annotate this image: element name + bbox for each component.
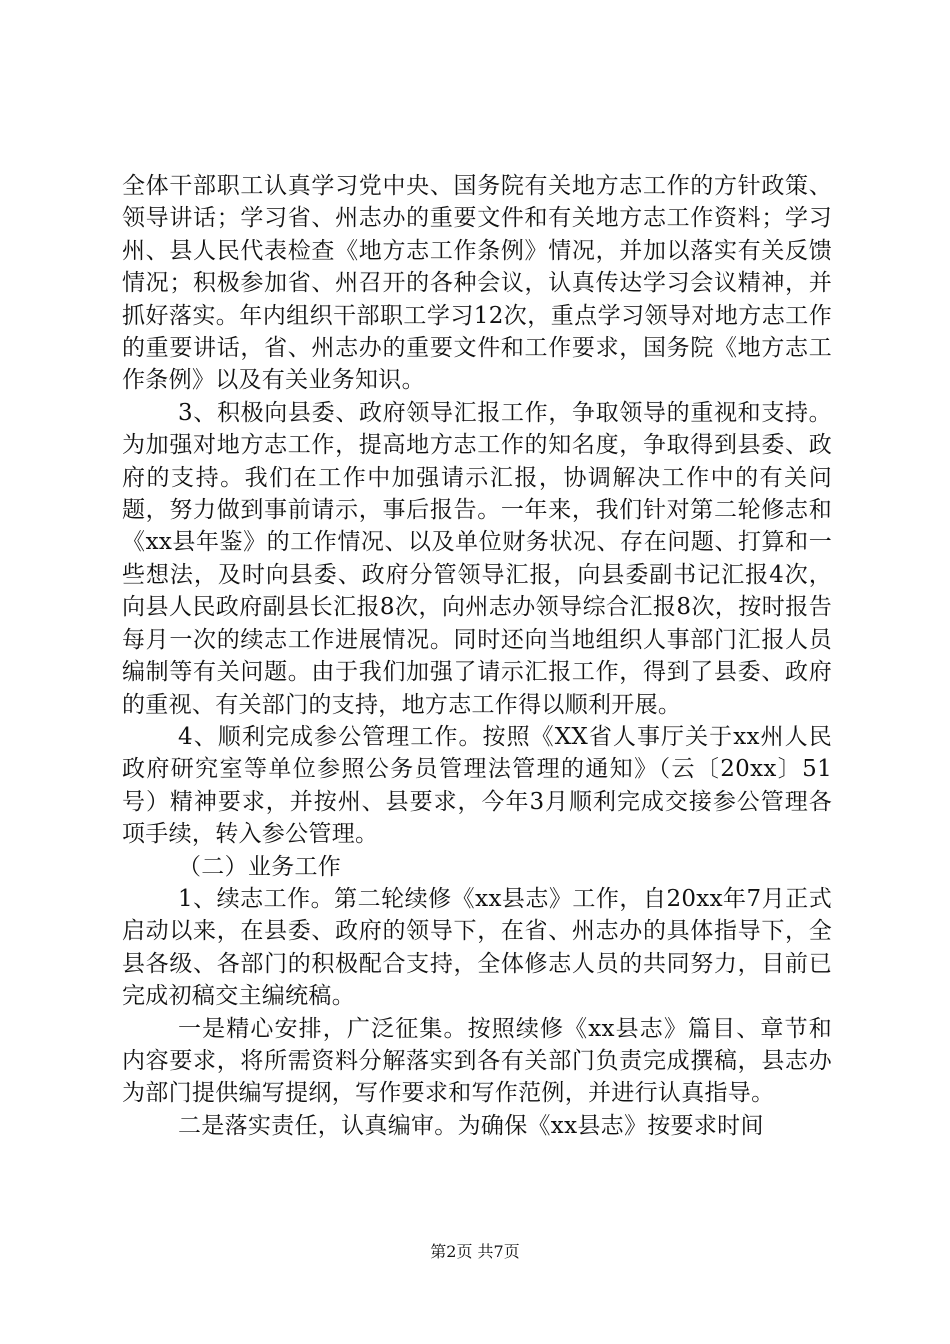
paragraph-careful-arrangement: 一是精心安排，广泛征集。按照续修《xx县志》篇目、章节和内容要求，将所需资料分解落实到各有关部门负责完成撰稿，县志办为部门提供编写提纲，写作要求和写作范例，并进行认真指导。 <box>122 1015 832 1107</box>
paragraph-implement-responsibility: 二是落实责任，认真编审。为确保《xx县志》按要求时间 <box>178 1112 764 1139</box>
paragraph-report-to-leaders: 3、积极向县委、政府领导汇报工作，争取领导的重视和支持。为加强对地方志工作，提高地方志工作的知名度，争取得到县委、政府的支持。我们在工作中加强请示汇报，协调解决工作中的有关问题，努力做到事前请示，事后报告。一年来，我们针对第二轮修志和《xx县年鉴》的工作情况、以及单位财务状况、存在问题、打算和一些想法，及时向县委、政府分管领导汇报，向县委副书记汇报4次，向县人民政府副县长汇报8次，向州志办领导综合汇报8次，按时报告每月一次的续志工作进展情况。同时还向当地组织人事部门汇报人员编制等有关问题。由于我们加强了请示汇报工作，得到了县委、政府的重视、有关部门的支持，地方志工作得以顺利开展。 <box>122 399 832 718</box>
document-body <box>122 170 832 1142</box>
paragraph-civil-service-management: 4、顺利完成参公管理工作。按照《XX省人事厅关于xx州人民政府研究室等单位参照公务员管理法管理的通知》（云〔20xx〕51号）精神要求，并按州、县要求，今年3月顺利完成交接参公管理各项手续，转入参公管理。 <box>122 723 832 848</box>
section-heading-business-work: （二）业务工作 <box>178 853 342 880</box>
paragraph-study-continued: 全体干部职工认真学习党中央、国务院有关地方志工作的方针政策、领导讲话；学习省、州志办的重要文件和有关地方志工作资料；学习州、县人民代表检查《地方志工作条例》情况，并加以落实有关反馈情况；积极参加省、州召开的各种会议，认真传达学习会议精神，并抓好落实。年内组织干部职工学习12次，重点学习领导对地方志工作的重要讲话，省、州志办的重要文件和工作要求，国务院《地方志工作条例》以及有关业务知识。 <box>122 173 832 394</box>
paragraph-continued-chronicle: 1、续志工作。第二轮续修《xx县志》工作，自20xx年7月正式启动以来，在县委、政府的领导下，在省、州志办的具体指导下，全县各级、各部门的积极配合支持，全体修志人员的共同努力，目前已完成初稿交主编统稿。 <box>122 885 832 1010</box>
page-number-footer: 第2页 共7页 <box>430 1242 520 1261</box>
